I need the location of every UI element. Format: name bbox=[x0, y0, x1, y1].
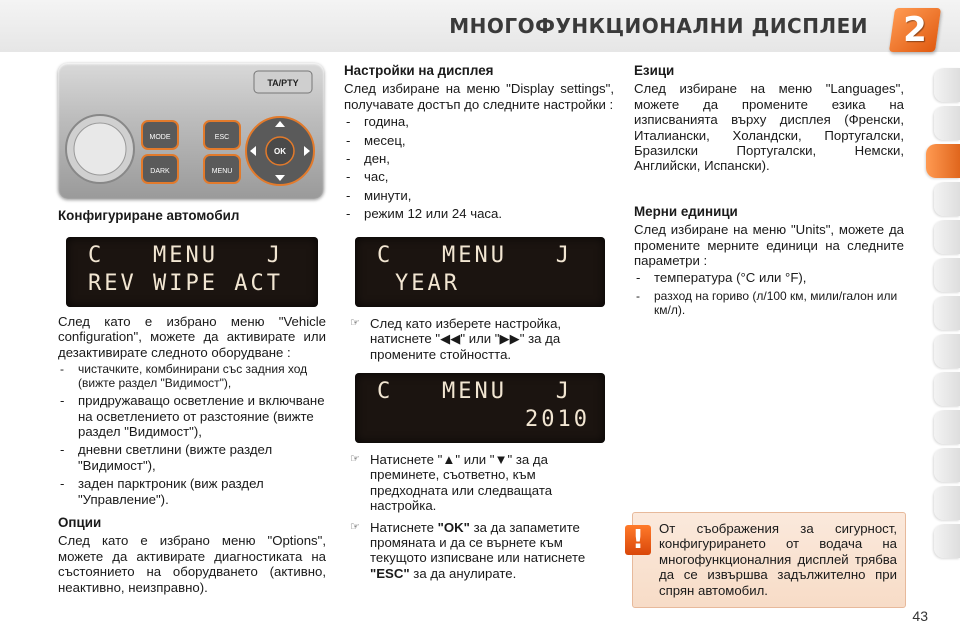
display-settings-list bbox=[344, 114, 614, 221]
side-tab[interactable] bbox=[934, 372, 960, 406]
list-item: - година, bbox=[344, 114, 614, 129]
control-panel-image bbox=[58, 63, 324, 199]
list-item: - режим 12 или 24 часа. bbox=[344, 206, 614, 221]
units-heading: Мерни единици bbox=[634, 203, 738, 219]
side-tab[interactable] bbox=[934, 68, 960, 102]
side-tab[interactable] bbox=[934, 296, 960, 330]
lcd-line1: C MENU J bbox=[377, 243, 572, 268]
bullet-block-2 bbox=[344, 452, 614, 581]
esc-button: ESC bbox=[214, 134, 230, 141]
pointing-hand-icon: ☞ bbox=[350, 520, 360, 533]
vehicle-config-body bbox=[58, 314, 326, 597]
ok-keyword: "OK" bbox=[437, 519, 470, 535]
warning-icon: ! bbox=[625, 525, 651, 555]
side-tab[interactable] bbox=[934, 486, 960, 520]
column-display-settings bbox=[344, 63, 614, 228]
display-settings-intro: След избиране на меню "Display settings", получавате достъп до следните настройки : bbox=[344, 81, 614, 112]
list-item: - ден, bbox=[344, 151, 614, 166]
instruction-text: Натиснете "▲" или "▼" за да преминете, съответно, към предходната или следващата настройка. bbox=[370, 452, 553, 514]
esc-keyword: "ESC" bbox=[370, 565, 410, 581]
list-item: - заден парктроник (виж раздел "Управление"). bbox=[58, 476, 326, 507]
warning-text: От съображения за сигурност, конфигурирането от водача на многофункционалния дисплей трябва да се извършва задължително при спрян автомобил. bbox=[659, 521, 897, 598]
bullet-block-1 bbox=[344, 316, 614, 362]
side-tab[interactable] bbox=[934, 448, 960, 482]
list-item: - месец, bbox=[344, 133, 614, 148]
list-item: - разход на гориво (л/100 км, мили/галон или км/л). bbox=[634, 289, 904, 317]
side-tab[interactable] bbox=[934, 220, 960, 254]
lcd-line2: 2010 bbox=[525, 407, 590, 432]
chapter-number: 2 bbox=[903, 10, 927, 50]
display-settings-heading: Настройки на дисплея bbox=[344, 63, 494, 78]
list-item: - температура (°C или °F), bbox=[634, 270, 904, 285]
lcd-line1: C MENU J bbox=[88, 243, 283, 268]
options-heading: Опции bbox=[58, 515, 102, 531]
pointing-hand-icon: ☞ bbox=[350, 317, 360, 329]
side-tabs bbox=[926, 68, 960, 562]
units-text: След избиране на меню "Units", можете да промените мерните единици на следните параметри : bbox=[634, 222, 904, 269]
vehicle-config-list bbox=[58, 362, 326, 507]
side-tab[interactable] bbox=[934, 106, 960, 140]
side-tab[interactable] bbox=[934, 410, 960, 444]
column-languages-units bbox=[634, 63, 904, 323]
lcd-line2: YEAR bbox=[395, 271, 460, 296]
page-number: 43 bbox=[912, 608, 928, 624]
dark-button: DARK bbox=[150, 168, 170, 175]
instruction-bullet bbox=[344, 520, 614, 582]
lcd-display-2010 bbox=[355, 373, 605, 443]
languages-heading: Езици bbox=[634, 63, 675, 78]
list-item: - придружаващо осветление и включване на осветлението от разстояние (вижте раздел "Видимост"), bbox=[58, 393, 326, 439]
side-tab[interactable] bbox=[934, 334, 960, 368]
instruction-text-pre: Натиснете bbox=[370, 519, 438, 535]
instruction-text-post: за да анулирате. bbox=[409, 565, 517, 581]
side-tab[interactable] bbox=[934, 182, 960, 216]
lcd-line1: C MENU J bbox=[377, 379, 572, 404]
menu-button: MENU bbox=[211, 168, 233, 175]
side-tab[interactable] bbox=[934, 524, 960, 558]
pointing-hand-icon: ☞ bbox=[350, 453, 360, 465]
side-tab[interactable] bbox=[934, 258, 960, 292]
instruction-text: След като изберете настройка, натиснете "◀◀" или "▶▶" за да промените стойността. bbox=[370, 316, 562, 362]
options-text: След като е избрано меню "Options", можете да активирате диагностиката на състоянието на оборудването (активно, неактивно, неизправно). bbox=[58, 533, 326, 595]
list-item: - чистачките, комбинирани със задния ход (вижте раздел "Видимост"), bbox=[58, 362, 326, 390]
lcd-line2: REV WIPE ACT bbox=[88, 271, 283, 296]
side-tab-active[interactable] bbox=[926, 144, 960, 178]
instruction-bullet bbox=[344, 316, 614, 362]
units-list bbox=[634, 270, 904, 316]
lcd-display-year bbox=[355, 237, 605, 307]
control-panel-drawing bbox=[58, 63, 324, 199]
lcd-display-vehicle bbox=[66, 237, 318, 307]
mode-button: MODE bbox=[149, 134, 171, 141]
languages-text: След избиране на меню "Languages", можете да промените езика на изписванията върху дисплея (Френски, Италиански, Холандски, Португалски, Бразилски Португалски, Немски, Английски, Испански). bbox=[634, 81, 904, 174]
instruction-text-mid: за да запаметите промяната и да се върнете към текущото изписване или натиснете bbox=[370, 519, 586, 566]
column-vehicle-config bbox=[58, 208, 326, 226]
vehicle-config-heading: Конфигуриране автомобил bbox=[58, 208, 240, 223]
ta-pty-label: TA/PTY bbox=[267, 78, 299, 88]
chapter-badge bbox=[889, 8, 941, 52]
vehicle-config-intro: След като е избрано меню "Vehicle configuration", можете да активирате или дезактивирате следното оборудване : bbox=[58, 314, 326, 360]
ok-button: OK bbox=[274, 147, 286, 156]
instruction-bullet bbox=[344, 452, 614, 514]
list-item: - минути, bbox=[344, 188, 614, 203]
warning-box bbox=[632, 512, 906, 608]
list-item: - дневни светлини (вижте раздел "Видимост"), bbox=[58, 442, 326, 473]
list-item: - час, bbox=[344, 169, 614, 184]
page-title: МНОГОФУНКЦИОНАЛНИ ДИСПЛЕИ bbox=[449, 14, 868, 38]
